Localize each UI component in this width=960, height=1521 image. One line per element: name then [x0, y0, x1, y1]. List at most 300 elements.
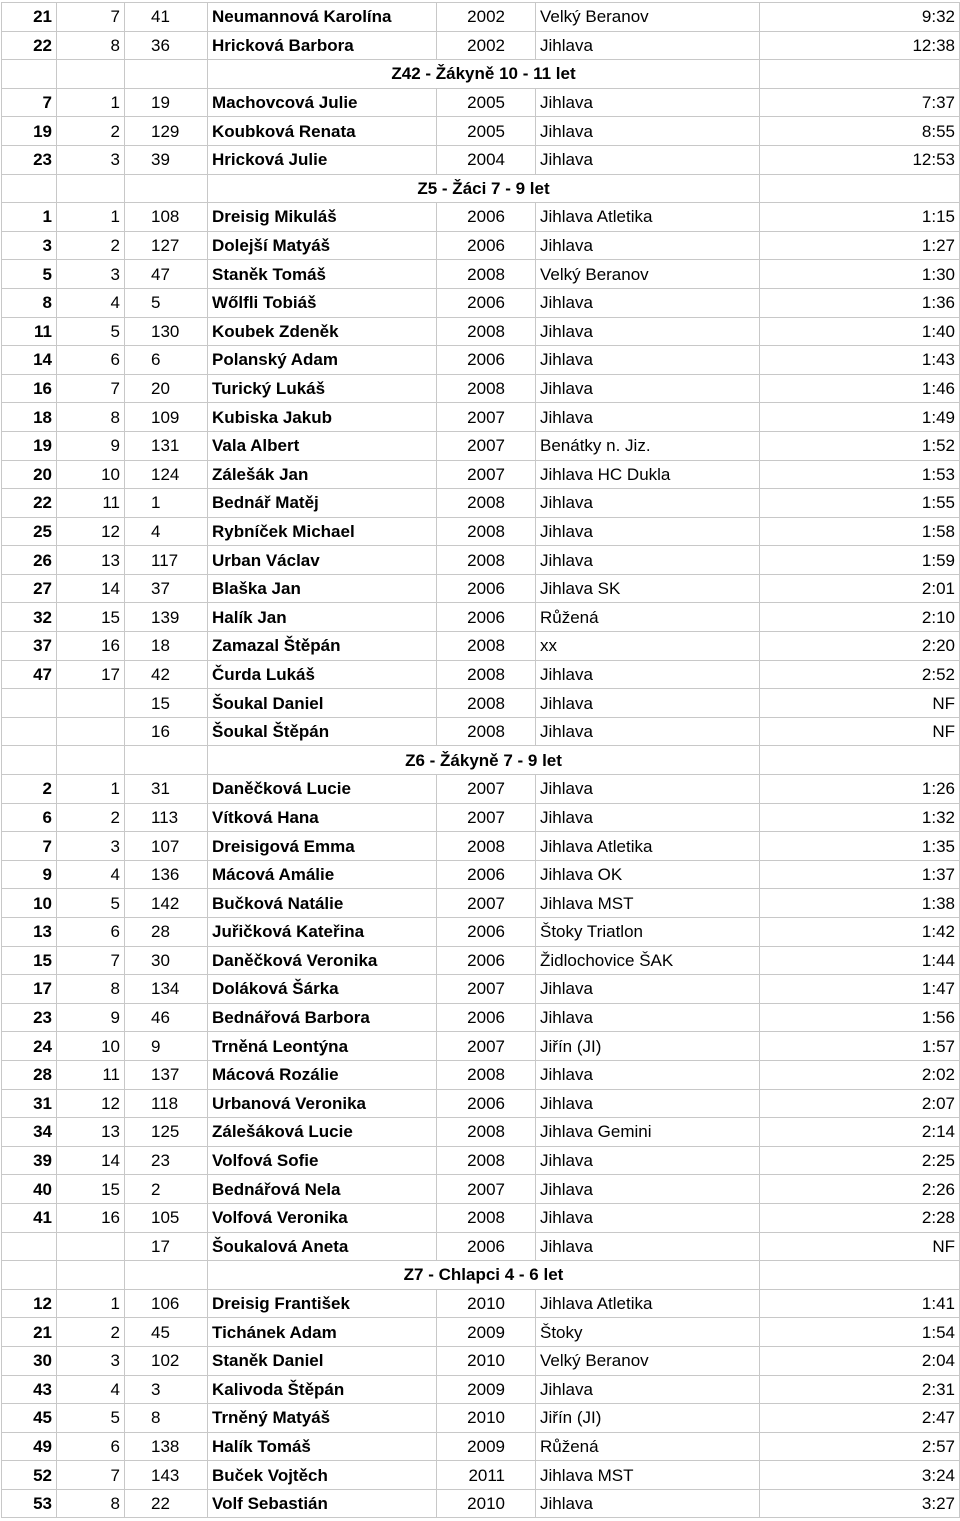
- place-cell: 7: [2, 832, 57, 861]
- place-cell: 14: [2, 346, 57, 375]
- bib-number-cell: 6: [125, 346, 208, 375]
- table-row: [2, 88, 960, 117]
- birth-year-cell: 2008: [437, 632, 536, 661]
- birth-year-cell: 2010: [437, 1404, 536, 1433]
- club-cell: Jihlava: [536, 775, 760, 804]
- club-cell: Jihlava: [536, 1232, 760, 1261]
- table-row: [2, 689, 960, 718]
- category-rank-cell: 3: [57, 145, 125, 174]
- birth-year-cell: 2007: [437, 889, 536, 918]
- bib-number-cell: 108: [125, 203, 208, 232]
- club-cell: Velký Beranov: [536, 3, 760, 32]
- bib-number-cell: 117: [125, 546, 208, 575]
- bib-number-cell: 130: [125, 317, 208, 346]
- place-cell: 17: [2, 975, 57, 1004]
- birth-year-cell: 2006: [437, 946, 536, 975]
- empty-cell: [760, 60, 960, 89]
- name-cell: Machovcová Julie: [208, 88, 437, 117]
- table-row: [2, 717, 960, 746]
- birth-year-cell: 2009: [437, 1432, 536, 1461]
- time-cell: NF: [760, 717, 960, 746]
- time-cell: 1:42: [760, 918, 960, 947]
- category-rank-cell: 3: [57, 260, 125, 289]
- category-rank-cell: 12: [57, 1089, 125, 1118]
- birth-year-cell: 2006: [437, 1003, 536, 1032]
- place-cell: 15: [2, 946, 57, 975]
- birth-year-cell: 2006: [437, 288, 536, 317]
- place-cell: 43: [2, 1375, 57, 1404]
- birth-year-cell: 2008: [437, 260, 536, 289]
- time-cell: 1:47: [760, 975, 960, 1004]
- club-cell: Jihlava: [536, 31, 760, 60]
- birth-year-cell: 2007: [437, 775, 536, 804]
- name-cell: Staněk Daniel: [208, 1346, 437, 1375]
- time-cell: 1:35: [760, 832, 960, 861]
- bib-number-cell: 138: [125, 1432, 208, 1461]
- name-cell: Koubek Zdeněk: [208, 317, 437, 346]
- place-cell: 26: [2, 546, 57, 575]
- name-cell: Bučková Natálie: [208, 889, 437, 918]
- place-cell: 24: [2, 1032, 57, 1061]
- club-cell: Jihlava MST: [536, 1461, 760, 1490]
- place-cell: 37: [2, 632, 57, 661]
- bib-number-cell: 19: [125, 88, 208, 117]
- category-header-row: [2, 174, 960, 203]
- birth-year-cell: 2006: [437, 918, 536, 947]
- birth-year-cell: 2008: [437, 517, 536, 546]
- category-rank-cell: 7: [57, 946, 125, 975]
- category-rank-cell: 4: [57, 860, 125, 889]
- name-cell: Polanský Adam: [208, 346, 437, 375]
- bib-number-cell: 22: [125, 1489, 208, 1518]
- club-cell: Jihlava: [536, 1203, 760, 1232]
- table-row: [2, 489, 960, 518]
- empty-cell: [57, 1261, 125, 1290]
- name-cell: Turický Lukáš: [208, 374, 437, 403]
- table-row: [2, 260, 960, 289]
- category-rank-cell: 1: [57, 203, 125, 232]
- name-cell: Zálešák Jan: [208, 460, 437, 489]
- table-row: [2, 1489, 960, 1518]
- place-cell: 31: [2, 1089, 57, 1118]
- birth-year-cell: 2008: [437, 1146, 536, 1175]
- club-cell: Jihlava: [536, 1060, 760, 1089]
- table-row: [2, 288, 960, 317]
- name-cell: Vala Albert: [208, 431, 437, 460]
- club-cell: Jihlava: [536, 1089, 760, 1118]
- name-cell: Daněčková Veronika: [208, 946, 437, 975]
- place-cell: 12: [2, 1289, 57, 1318]
- empty-cell: [125, 746, 208, 775]
- birth-year-cell: 2007: [437, 975, 536, 1004]
- club-cell: Velký Beranov: [536, 1346, 760, 1375]
- bib-number-cell: 9: [125, 1032, 208, 1061]
- table-row: [2, 1003, 960, 1032]
- place-cell: 23: [2, 1003, 57, 1032]
- name-cell: Trněný Matyáš: [208, 1404, 437, 1433]
- birth-year-cell: 2010: [437, 1489, 536, 1518]
- category-rank-cell: 1: [57, 1289, 125, 1318]
- table-row: [2, 603, 960, 632]
- table-row: [2, 1146, 960, 1175]
- empty-cell: [760, 1261, 960, 1290]
- name-cell: Staněk Tomáš: [208, 260, 437, 289]
- birth-year-cell: 2011: [437, 1461, 536, 1490]
- table-row: [2, 431, 960, 460]
- club-cell: Jiřín (JI): [536, 1404, 760, 1433]
- table-row: [2, 145, 960, 174]
- table-row: [2, 517, 960, 546]
- club-cell: Jihlava: [536, 346, 760, 375]
- place-cell: [2, 1232, 57, 1261]
- club-cell: Štoky Triatlon: [536, 918, 760, 947]
- bib-number-cell: 107: [125, 832, 208, 861]
- category-rank-cell: 12: [57, 517, 125, 546]
- birth-year-cell: 2009: [437, 1318, 536, 1347]
- time-cell: 2:02: [760, 1060, 960, 1089]
- bib-number-cell: 39: [125, 145, 208, 174]
- birth-year-cell: 2008: [437, 489, 536, 518]
- category-rank-cell: 7: [57, 3, 125, 32]
- table-row: [2, 918, 960, 947]
- club-cell: Jihlava: [536, 403, 760, 432]
- category-rank-cell: 9: [57, 431, 125, 460]
- empty-cell: [760, 174, 960, 203]
- birth-year-cell: 2006: [437, 1089, 536, 1118]
- name-cell: Koubková Renata: [208, 117, 437, 146]
- birth-year-cell: 2010: [437, 1289, 536, 1318]
- name-cell: Šoukal Daniel: [208, 689, 437, 718]
- table-row: [2, 1404, 960, 1433]
- table-row: [2, 803, 960, 832]
- category-rank-cell: 8: [57, 1489, 125, 1518]
- table-row: [2, 574, 960, 603]
- table-row: [2, 546, 960, 575]
- birth-year-cell: 2006: [437, 203, 536, 232]
- club-cell: Jihlava HC Dukla: [536, 460, 760, 489]
- time-cell: 1:38: [760, 889, 960, 918]
- time-cell: 2:14: [760, 1118, 960, 1147]
- table-row: [2, 317, 960, 346]
- name-cell: Mácová Rozálie: [208, 1060, 437, 1089]
- name-cell: Buček Vojtěch: [208, 1461, 437, 1490]
- time-cell: 3:27: [760, 1489, 960, 1518]
- place-cell: 21: [2, 1318, 57, 1347]
- club-cell: Jihlava: [536, 117, 760, 146]
- club-cell: Jihlava: [536, 317, 760, 346]
- category-rank-cell: 7: [57, 1461, 125, 1490]
- club-cell: Jihlava: [536, 374, 760, 403]
- bib-number-cell: 109: [125, 403, 208, 432]
- name-cell: Hricková Barbora: [208, 31, 437, 60]
- club-cell: Jihlava: [536, 975, 760, 1004]
- bib-number-cell: 30: [125, 946, 208, 975]
- place-cell: 8: [2, 288, 57, 317]
- bib-number-cell: 45: [125, 1318, 208, 1347]
- birth-year-cell: 2005: [437, 117, 536, 146]
- name-cell: Bednářová Barbora: [208, 1003, 437, 1032]
- category-rank-cell: 8: [57, 975, 125, 1004]
- name-cell: Dreisig František: [208, 1289, 437, 1318]
- time-cell: NF: [760, 1232, 960, 1261]
- place-cell: 28: [2, 1060, 57, 1089]
- name-cell: Bednářová Nela: [208, 1175, 437, 1204]
- place-cell: 20: [2, 460, 57, 489]
- birth-year-cell: 2006: [437, 603, 536, 632]
- time-cell: 1:46: [760, 374, 960, 403]
- club-cell: Jihlava: [536, 717, 760, 746]
- time-cell: 1:41: [760, 1289, 960, 1318]
- birth-year-cell: 2007: [437, 460, 536, 489]
- place-cell: 3: [2, 231, 57, 260]
- birth-year-cell: 2008: [437, 317, 536, 346]
- empty-cell: [57, 746, 125, 775]
- time-cell: 7:37: [760, 88, 960, 117]
- category-rank-cell: 7: [57, 374, 125, 403]
- category-header-row: [2, 60, 960, 89]
- empty-cell: [125, 1261, 208, 1290]
- category-rank-cell: 3: [57, 1346, 125, 1375]
- category-rank-cell: 9: [57, 1003, 125, 1032]
- table-row: [2, 860, 960, 889]
- name-cell: Halík Tomáš: [208, 1432, 437, 1461]
- birth-year-cell: 2007: [437, 1032, 536, 1061]
- club-cell: Růžená: [536, 1432, 760, 1461]
- bib-number-cell: 118: [125, 1089, 208, 1118]
- club-cell: Jihlava: [536, 660, 760, 689]
- time-cell: 1:59: [760, 546, 960, 575]
- club-cell: Jihlava: [536, 145, 760, 174]
- time-cell: 2:10: [760, 603, 960, 632]
- time-cell: 1:26: [760, 775, 960, 804]
- bib-number-cell: 106: [125, 1289, 208, 1318]
- category-rank-cell: 8: [57, 31, 125, 60]
- table-row: [2, 460, 960, 489]
- table-row: [2, 1175, 960, 1204]
- bib-number-cell: 2: [125, 1175, 208, 1204]
- name-cell: Zálešáková Lucie: [208, 1118, 437, 1147]
- club-cell: Jiřín (JI): [536, 1032, 760, 1061]
- table-row: [2, 946, 960, 975]
- name-cell: Halík Jan: [208, 603, 437, 632]
- name-cell: Čurda Lukáš: [208, 660, 437, 689]
- place-cell: 10: [2, 889, 57, 918]
- category-rank-cell: 1: [57, 88, 125, 117]
- bib-number-cell: 4: [125, 517, 208, 546]
- name-cell: Zamazal Štěpán: [208, 632, 437, 661]
- table-row: [2, 203, 960, 232]
- place-cell: 27: [2, 574, 57, 603]
- name-cell: Hricková Julie: [208, 145, 437, 174]
- category-rank-cell: 13: [57, 546, 125, 575]
- place-cell: 11: [2, 317, 57, 346]
- name-cell: Šoukal Štěpán: [208, 717, 437, 746]
- category-rank-cell: 5: [57, 1404, 125, 1433]
- category-rank-cell: 16: [57, 1203, 125, 1232]
- category-rank-cell: 14: [57, 574, 125, 603]
- name-cell: Kubiska Jakub: [208, 403, 437, 432]
- club-cell: Židlochovice ŠAK: [536, 946, 760, 975]
- name-cell: Daněčková Lucie: [208, 775, 437, 804]
- place-cell: 32: [2, 603, 57, 632]
- category-header-row: [2, 746, 960, 775]
- name-cell: Urban Václav: [208, 546, 437, 575]
- club-cell: Jihlava: [536, 803, 760, 832]
- time-cell: 1:53: [760, 460, 960, 489]
- place-cell: 6: [2, 803, 57, 832]
- birth-year-cell: 2007: [437, 403, 536, 432]
- time-cell: 2:57: [760, 1432, 960, 1461]
- club-cell: Jihlava SK: [536, 574, 760, 603]
- bib-number-cell: 139: [125, 603, 208, 632]
- bib-number-cell: 46: [125, 1003, 208, 1032]
- category-rank-cell: 6: [57, 918, 125, 947]
- club-cell: Jihlava Atletika: [536, 203, 760, 232]
- category-rank-cell: 1: [57, 775, 125, 804]
- club-cell: Jihlava: [536, 1375, 760, 1404]
- bib-number-cell: 8: [125, 1404, 208, 1433]
- bib-number-cell: 113: [125, 803, 208, 832]
- place-cell: 47: [2, 660, 57, 689]
- bib-number-cell: 47: [125, 260, 208, 289]
- birth-year-cell: 2004: [437, 145, 536, 174]
- bib-number-cell: 41: [125, 3, 208, 32]
- category-rank-cell: 2: [57, 803, 125, 832]
- table-row: [2, 1432, 960, 1461]
- bib-number-cell: 102: [125, 1346, 208, 1375]
- name-cell: Kalivoda Štěpán: [208, 1375, 437, 1404]
- bib-number-cell: 31: [125, 775, 208, 804]
- time-cell: 8:55: [760, 117, 960, 146]
- time-cell: 1:44: [760, 946, 960, 975]
- time-cell: 2:07: [760, 1089, 960, 1118]
- time-cell: NF: [760, 689, 960, 718]
- name-cell: Dreisigová Emma: [208, 832, 437, 861]
- table-row: [2, 1318, 960, 1347]
- empty-cell: [2, 60, 57, 89]
- category-rank-cell: [57, 1232, 125, 1261]
- time-cell: 1:15: [760, 203, 960, 232]
- place-cell: 23: [2, 145, 57, 174]
- category-rank-cell: 8: [57, 403, 125, 432]
- table-row: [2, 231, 960, 260]
- table-row: [2, 975, 960, 1004]
- birth-year-cell: 2008: [437, 717, 536, 746]
- category-rank-cell: 3: [57, 832, 125, 861]
- category-rank-cell: 2: [57, 231, 125, 260]
- place-cell: 34: [2, 1118, 57, 1147]
- category-rank-cell: 15: [57, 603, 125, 632]
- time-cell: 2:26: [760, 1175, 960, 1204]
- place-cell: 25: [2, 517, 57, 546]
- bib-number-cell: 3: [125, 1375, 208, 1404]
- birth-year-cell: 2008: [437, 546, 536, 575]
- birth-year-cell: 2006: [437, 860, 536, 889]
- name-cell: Wőlfli Tobiáš: [208, 288, 437, 317]
- bib-number-cell: 16: [125, 717, 208, 746]
- table-row: [2, 1346, 960, 1375]
- time-cell: 1:37: [760, 860, 960, 889]
- time-cell: 2:20: [760, 632, 960, 661]
- category-title: Z7 - Chlapci 4 - 6 let: [208, 1261, 760, 1290]
- club-cell: Jihlava Gemini: [536, 1118, 760, 1147]
- name-cell: Volf Sebastián: [208, 1489, 437, 1518]
- bib-number-cell: 137: [125, 1060, 208, 1089]
- bib-number-cell: 131: [125, 431, 208, 460]
- bib-number-cell: 125: [125, 1118, 208, 1147]
- birth-year-cell: 2007: [437, 431, 536, 460]
- table-row: [2, 1060, 960, 1089]
- place-cell: 53: [2, 1489, 57, 1518]
- place-cell: 16: [2, 374, 57, 403]
- time-cell: 2:01: [760, 574, 960, 603]
- place-cell: 1: [2, 203, 57, 232]
- birth-year-cell: 2002: [437, 31, 536, 60]
- club-cell: Jihlava: [536, 88, 760, 117]
- category-rank-cell: 2: [57, 117, 125, 146]
- birth-year-cell: 2009: [437, 1375, 536, 1404]
- empty-cell: [2, 174, 57, 203]
- category-rank-cell: 14: [57, 1146, 125, 1175]
- birth-year-cell: 2007: [437, 803, 536, 832]
- club-cell: Velký Beranov: [536, 260, 760, 289]
- table-row: [2, 1203, 960, 1232]
- name-cell: Šoukalová Aneta: [208, 1232, 437, 1261]
- birth-year-cell: 2010: [437, 1346, 536, 1375]
- time-cell: 1:40: [760, 317, 960, 346]
- birth-year-cell: 2008: [437, 1060, 536, 1089]
- club-cell: Benátky n. Jiz.: [536, 431, 760, 460]
- bib-number-cell: 36: [125, 31, 208, 60]
- birth-year-cell: 2002: [437, 3, 536, 32]
- club-cell: Jihlava: [536, 689, 760, 718]
- name-cell: Blaška Jan: [208, 574, 437, 603]
- time-cell: 2:04: [760, 1346, 960, 1375]
- category-rank-cell: 5: [57, 889, 125, 918]
- table-row: [2, 1089, 960, 1118]
- bib-number-cell: 105: [125, 1203, 208, 1232]
- category-rank-cell: 10: [57, 460, 125, 489]
- table-row: [2, 1232, 960, 1261]
- place-cell: 19: [2, 117, 57, 146]
- category-rank-cell: 16: [57, 632, 125, 661]
- bib-number-cell: 28: [125, 918, 208, 947]
- category-title: Z42 - Žákyně 10 - 11 let: [208, 60, 760, 89]
- birth-year-cell: 2007: [437, 1175, 536, 1204]
- category-rank-cell: 2: [57, 1318, 125, 1347]
- birth-year-cell: 2008: [437, 689, 536, 718]
- place-cell: [2, 717, 57, 746]
- club-cell: Jihlava Atletika: [536, 832, 760, 861]
- name-cell: Volfová Veronika: [208, 1203, 437, 1232]
- results-table: [1, 2, 960, 1518]
- category-rank-cell: 17: [57, 660, 125, 689]
- name-cell: Bednář Matěj: [208, 489, 437, 518]
- empty-cell: [125, 174, 208, 203]
- bib-number-cell: 143: [125, 1461, 208, 1490]
- category-rank-cell: 10: [57, 1032, 125, 1061]
- category-rank-cell: 13: [57, 1118, 125, 1147]
- time-cell: 1:58: [760, 517, 960, 546]
- place-cell: 13: [2, 918, 57, 947]
- category-rank-cell: 6: [57, 346, 125, 375]
- place-cell: 52: [2, 1461, 57, 1490]
- time-cell: 1:36: [760, 288, 960, 317]
- bib-number-cell: 23: [125, 1146, 208, 1175]
- club-cell: Štoky: [536, 1318, 760, 1347]
- place-cell: 5: [2, 260, 57, 289]
- table-row: [2, 1461, 960, 1490]
